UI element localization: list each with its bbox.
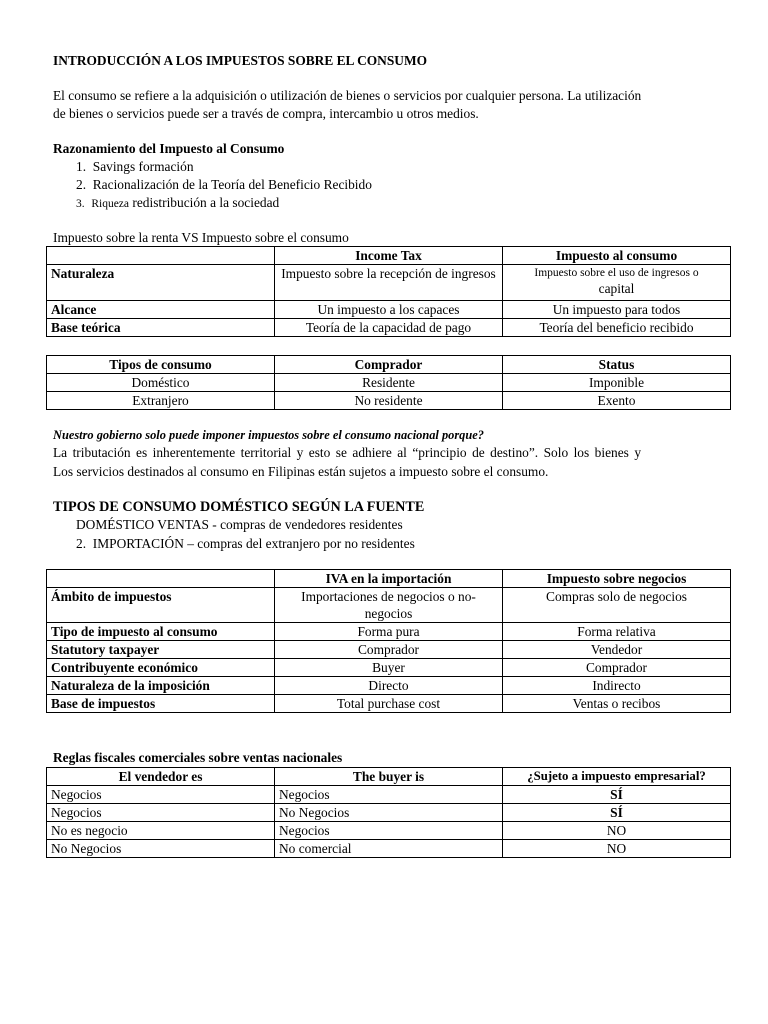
table-row <box>47 677 731 695</box>
table-row <box>47 392 731 410</box>
row-label: Tipo de impuesto al consumo <box>47 623 275 641</box>
list-number: 1. <box>76 159 87 174</box>
territorial-question: Nuestro gobierno solo puede imponer impuestos sobre el consumo nacional porque? <box>53 428 484 442</box>
table-cell: No Negocios <box>47 840 275 858</box>
table-row <box>47 301 731 319</box>
row-label: Ámbito de impuestos <box>47 588 275 623</box>
table-header-cell: Impuesto sobre negocios <box>503 570 731 588</box>
table-row <box>47 822 731 840</box>
table-cell: Negocios <box>275 786 503 804</box>
cell-text: capital <box>598 281 635 296</box>
territorial-line-1: La tributación es inherentemente territorial y esto se adhiere al “principio de destino”. Solo los bienes y <box>53 445 642 460</box>
table-header-cell: Impuesto al consumo <box>503 247 731 265</box>
table-header-row <box>47 570 731 588</box>
table4-caption: Reglas fiscales comerciales sobre ventas nacionales <box>53 750 343 765</box>
table-cell: Teoría de la capacidad de pago <box>275 319 503 337</box>
list-text: Savings formación <box>92 159 194 174</box>
intro-line-2: de bienes o servicios puede ser a través de compra, intercambio u otros medios. <box>53 106 479 121</box>
table-row <box>47 786 731 804</box>
table-cell: SÍ <box>503 804 731 822</box>
list-text: IMPORTACIÓN – compras del extranjero por no residentes <box>92 536 415 551</box>
table-row <box>47 623 731 641</box>
row-label: Statutory taxpayer <box>47 641 275 659</box>
table-header-row <box>47 768 731 786</box>
table-cell: Teoría del beneficio recibido <box>503 319 731 337</box>
domestic-heading: TIPOS DE CONSUMO DOMÉSTICO SEGÚN LA FUENTE <box>53 499 425 515</box>
table-row <box>47 319 731 337</box>
table-cell: Impuesto sobre la recepción de ingresos <box>275 265 503 301</box>
list-text: redistribución a la sociedad <box>132 195 280 210</box>
table-row <box>47 695 731 713</box>
table-cell: Negocios <box>47 804 275 822</box>
table-cell: Negocios <box>275 822 503 840</box>
table-cell: No comercial <box>275 840 503 858</box>
table-cell: NO <box>503 822 731 840</box>
table-cell: Comprador <box>275 641 503 659</box>
table-cell: Un impuesto para todos <box>503 301 731 319</box>
table1-caption: Impuesto sobre la renta VS Impuesto sobre el consumo <box>53 230 349 245</box>
table-cell: Extranjero <box>47 392 275 410</box>
rationale-item-1 <box>76 159 194 175</box>
table-row <box>47 804 731 822</box>
rationale-item-2 <box>76 177 372 193</box>
row-label: Naturaleza de la imposición <box>47 677 275 695</box>
table-cell: Un impuesto a los capaces <box>275 301 503 319</box>
table-cell: Total purchase cost <box>275 695 503 713</box>
table-cell: Imponible <box>503 374 731 392</box>
table-cell: NO <box>503 840 731 858</box>
table-header-cell <box>47 570 275 588</box>
table-cell: Residente <box>275 374 503 392</box>
list-text: Racionalización de la Teoría del Beneficio Recibido <box>92 177 372 192</box>
table-header-cell <box>47 247 275 265</box>
consumption-types-table <box>46 355 731 410</box>
rationale-heading: Razonamiento del Impuesto al Consumo <box>53 141 285 156</box>
domestic-item-1: DOMÉSTICO VENTAS - compras de vendedores residentes <box>76 517 403 532</box>
table-header-cell: The buyer is <box>275 768 503 786</box>
table-row <box>47 588 731 623</box>
table-cell <box>503 265 731 301</box>
table-cell: Importaciones de negocios o no-negocios <box>275 588 503 623</box>
table-cell: Negocios <box>47 786 275 804</box>
domestic-item-2 <box>76 536 415 552</box>
cell-text-small: Impuesto sobre el uso de ingresos o <box>534 267 699 279</box>
table-header-row <box>47 247 731 265</box>
table-cell: Vendedor <box>503 641 731 659</box>
table-header-cell: El vendedor es <box>47 768 275 786</box>
row-label: Contribuyente económico <box>47 659 275 677</box>
intro-line-1: El consumo se refiere a la adquisición o utilización de bienes o servicios por cualquier persona. La utilización <box>53 88 642 103</box>
income-vs-consumption-table <box>46 246 731 337</box>
table-row <box>47 265 731 301</box>
table-cell: Indirecto <box>503 677 731 695</box>
table-cell: Exento <box>503 392 731 410</box>
list-text-small: Riqueza <box>91 198 130 210</box>
table-header-cell: IVA en la importación <box>275 570 503 588</box>
table-cell: Buyer <box>275 659 503 677</box>
table-cell: Forma relativa <box>503 623 731 641</box>
vat-vs-business-tax-table <box>46 569 731 713</box>
table-cell: Doméstico <box>47 374 275 392</box>
table-row <box>47 659 731 677</box>
table-cell: Forma pura <box>275 623 503 641</box>
table-row <box>47 374 731 392</box>
territorial-line-2: Los servicios destinados al consumo en Filipinas están sujetos a impuesto sobre el consumo. <box>53 464 549 479</box>
row-label: Alcance <box>47 301 275 319</box>
table-cell: Comprador <box>503 659 731 677</box>
row-label: Base de impuestos <box>47 695 275 713</box>
table-header-row <box>47 356 731 374</box>
list-number: 2. <box>76 177 87 192</box>
list-number: 3. <box>76 198 85 210</box>
table-row <box>47 641 731 659</box>
table-row <box>47 840 731 858</box>
row-label: Base teórica <box>47 319 275 337</box>
table-cell: SÍ <box>503 786 731 804</box>
table-cell: No Negocios <box>275 804 503 822</box>
table-cell: Compras solo de negocios <box>503 588 731 623</box>
table-header-cell: Tipos de consumo <box>47 356 275 374</box>
table-cell: No es negocio <box>47 822 275 840</box>
table-header-cell: Status <box>503 356 731 374</box>
list-number: 2. <box>76 536 87 551</box>
page-title: INTRODUCCIÓN A LOS IMPUESTOS SOBRE EL CONSUMO <box>53 53 428 68</box>
table-header-cell: Comprador <box>275 356 503 374</box>
table-cell: Directo <box>275 677 503 695</box>
table-cell: Ventas o recibos <box>503 695 731 713</box>
rationale-item-3 <box>76 195 279 211</box>
table-cell: No residente <box>275 392 503 410</box>
table-header-cell: ¿Sujeto a impuesto empresarial? <box>503 768 731 786</box>
row-label: Naturaleza <box>47 265 275 301</box>
table-header-cell: Income Tax <box>275 247 503 265</box>
business-tax-rules-table <box>46 767 731 858</box>
